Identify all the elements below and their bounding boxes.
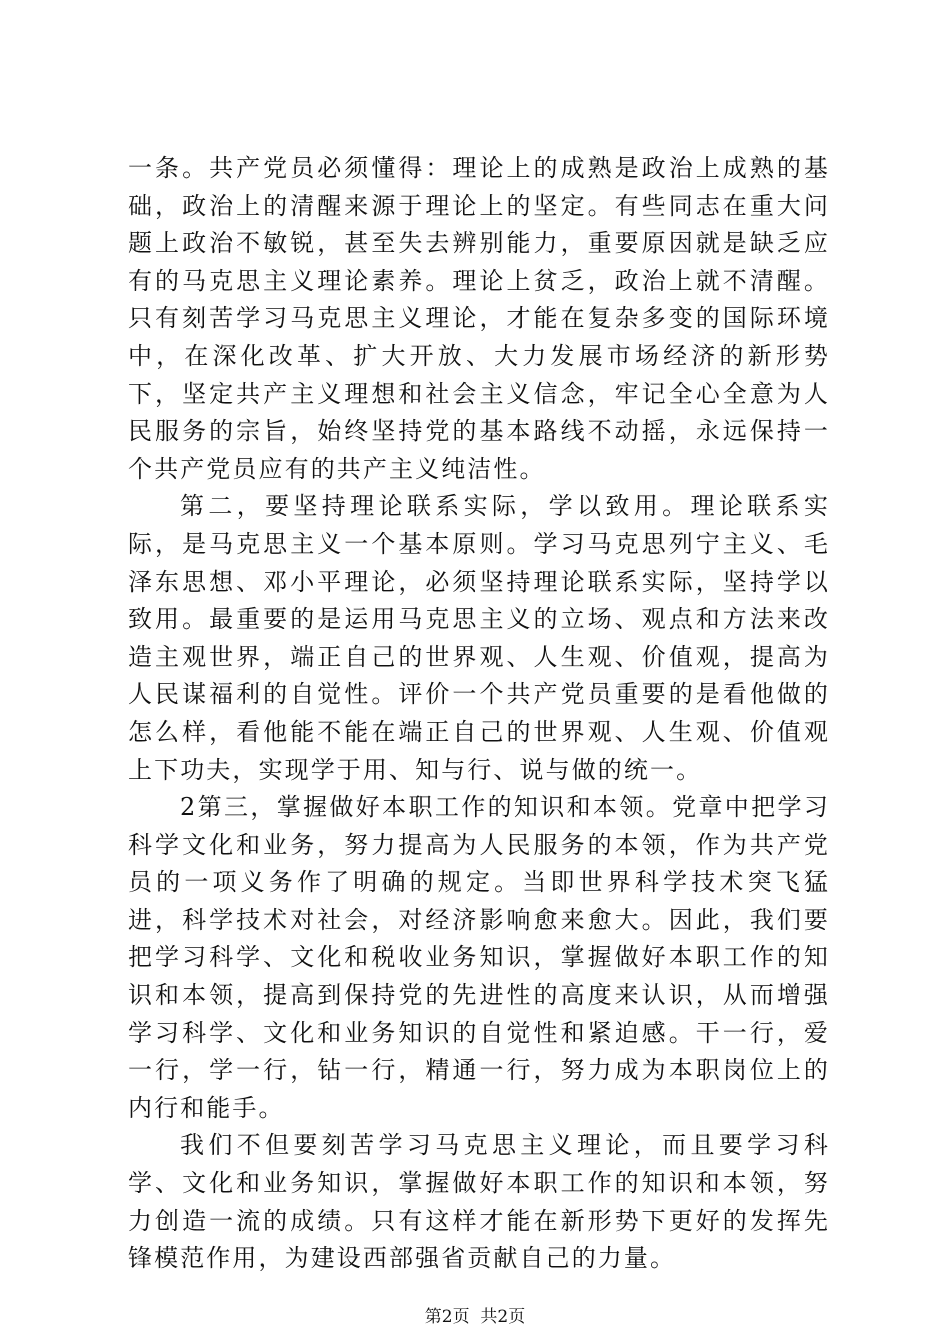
paragraph-1: 一条。共产党员必须懂得：理论上的成熟是政治上成熟的基础，政治上的清醒来源于理论上的坚定。有些同志在重大问题上政治不敏锐，甚至失去辨别能力，重要原因就是缺乏应有的马克思主义理论素养。理论上贫乏，政治上就不清醒。只有刻苦学习马克思主义理论，才能在复杂多变的国际环境中，在深化改革、扩大开放、大力发展市场经济的新形势下，坚定共产主义理想和社会主义信念，牢记全心全意为人民服务的宗旨，始终坚持党的基本路线不动摇，永远保持一个共产党员应有的共产主义纯洁性。: [128, 154, 830, 483]
document-body: [128, 150, 830, 1278]
paragraph-2: 第二，要坚持理论联系实际，学以致用。理论联系实际，是马克思主义一个基本原则。学习马克思列宁主义、毛泽东思想、邓小平理论，必须坚持理论联系实际，坚持学以致用。最重要的是运用马克思主义的立场、观点和方法来改造主观世界，端正自己的世界观、人生观、价值观，提高为人民谋福利的自觉性。评价一个共产党员重要的是看他做的怎么样，看他能不能在端正自己的世界观、人生观、价值观上下功夫，实现学于用、知与行、说与做的统一。: [128, 492, 830, 784]
paragraph-4: 我们不但要刻苦学习马克思主义理论，而且要学习科学、文化和业务知识，掌握做好本职工作的知识和本领，努力创造一流的成绩。只有这样才能在新形势下更好的发挥先锋模范作用，为建设西部强省贡献自己的力量。: [128, 1131, 830, 1273]
paragraph-3: 2第三，掌握做好本职工作的知识和本领。党章中把学习科学文化和业务，努力提高为人民服务的本领，作为共产党员的一项义务作了明确的规定。当即世界科学技术突飞猛进，科学技术对社会，对经济影响愈来愈大。因此，我们要把学习科学、文化和税收业务知识，掌握做好本职工作的知识和本领，提高到保持党的先进性的高度来认识，从而增强学习科学、文化和业务知识的自觉性和紧迫感。干一行，爱一行，学一行，钻一行，精通一行，努力成为本职岗位上的内行和能手。: [128, 793, 830, 1122]
page-footer: [0, 1305, 950, 1329]
page-number: 第2页 共2页: [424, 1307, 526, 1327]
